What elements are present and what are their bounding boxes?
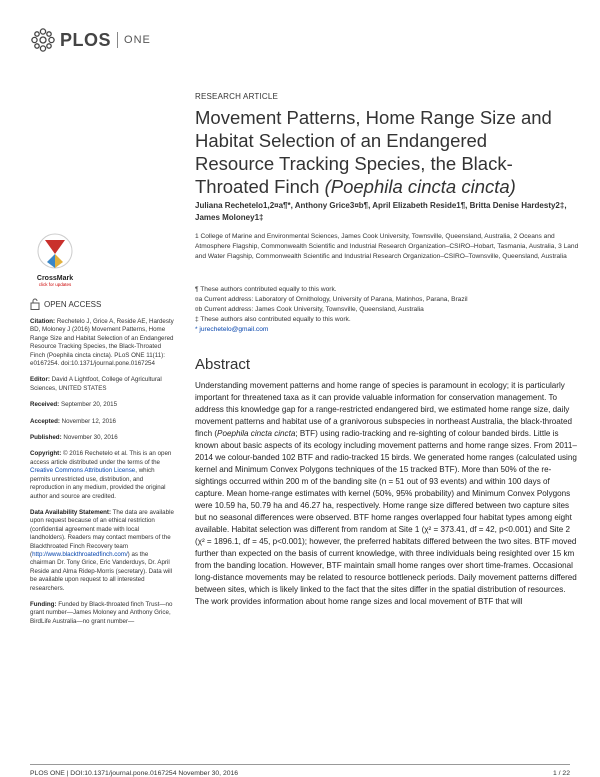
journal-sub: ONE: [124, 34, 151, 46]
article-type: RESEARCH ARTICLE: [195, 92, 279, 101]
citation-text: Rechetelo J, Grice A, Reside AE, Hardesty BD, Moloney J (2016) Movement Patterns, Home Range Size and Habitat Selection of an Endangered Resource Tracking Species, the Black-Throated Finch (Poephila cincta cincta). PLoS ONE 11(11): e0167254. doi:10.1371/journal.pone.0167254: [30, 318, 174, 368]
affiliations: 1 College of Marine and Environmental Sciences, James Cook University, Townsville, Queensland, Australia, 2 Oceans and Atmosphere Flagship, Commonwealth Scientific and Industrial Research Organization–CSIRO–Hobart, Tasmania, Australia, 3 Land and Water Flagship, Commonwealth Scientific and Industrial Research Organization–CSIRO–Townsville, Queensland, Australia: [195, 233, 579, 260]
crossmark-icon: [36, 232, 74, 272]
journal-name: PLOS: [60, 29, 112, 50]
abstract-text-b: ; BTF) using radio-tracking and re-sighting of colour banded birds. Little is known about basic aspects of its ecology including movement patterns and home range sizes. From 2011–2014 we colour-banded 102 BTF and radio-tracked 15 birds. We generated home ranges (calculated using kernel and Minimum Convex Polygons techniques of the 15 tracked BTF). More than 50% of the re-sightings occurred within 200 m of the banding site (n = 51 out of 93 events) and within 100 days of capture. Mean home-range estimates with kernel (50%, 95% probability) and Minimum Convex Polygons were 10.59 ha, 50.79 ha and 46.27 ha, respectively. Home range size differed between two capture sites but no seasonal differences were observed. BTF home ranges overlapped four habitat types among eight available. Habitat selection was different from random at Site 1 (χ² = 373.41, df = 42, p<0.001) and Site 2 (χ² = 1896.1, df = 45, p<0.001); however, the preferred habitats differed between the two sites. BTF moved further than expected on the basis of current knowledge, with three individuals being resighted over 15 km from the banding location. However, BTF maintain small home ranges over short time-frames. Occasional long-distance movements may be related to resource bottleneck periods. Daily movement patterns differed between sites, which is likely linked to the fact that the sites differ in the spatial distribution of resources. The work provides information about home range sizes and local movement of BTF that will: [195, 429, 577, 606]
received-label: Received:: [30, 401, 60, 409]
data-availability-label: Data Availability Statement:: [30, 508, 112, 516]
note-address-b: ¤b Current address: James Cook University, Townsville, Queensland, Australia: [195, 306, 424, 313]
copyright-block: [30, 450, 175, 500]
article-title: [195, 106, 565, 198]
data-availability-text-b: ) as the chairman Dr. Tony Grice, Eric Vanderduys, Dr. April Reside and Alma Ridep-Morris (secretary). Data will be available upon request to all interested researchers.: [30, 550, 173, 592]
funding-text: Funded by Black-throated finch Trust—no grant number—James Moloney and Anthony Grice, BirdLife Australia—no grant number—: [30, 600, 173, 625]
copyright-text-b: , which permits unrestricted use, distribution, and reproduction in any medium, provided the original author and source are credited.: [30, 467, 166, 500]
plos-flower-icon: [30, 27, 56, 53]
abstract-species: Poephila cincta cincta: [217, 429, 296, 438]
crossmark-label: CrossMark: [36, 275, 74, 282]
open-access-label: OPEN ACCESS: [44, 299, 102, 309]
author-notes: [195, 285, 585, 335]
funding-block: [30, 601, 175, 626]
logo-divider: [117, 32, 118, 48]
published-date: November 30, 2016: [63, 434, 118, 442]
abstract-text-a: Understanding movement patterns and home range of species is paramount in ecology; it is particularly important for threatened taxa as it can provide valuable information for conservation management. To address this knowledge gap for a range-restricted endangered bird, we estimated home range size, daily movement patterns and habitat use of a granivorous subspecies in northeast Australia, the black-throated finch (: [195, 381, 573, 438]
open-lock-icon: [30, 298, 40, 310]
accepted-label: Accepted:: [30, 417, 60, 425]
citation-label: Citation:: [30, 318, 56, 325]
received-block: [30, 401, 175, 409]
published-block: [30, 434, 175, 442]
funding-label: Funding:: [30, 600, 57, 608]
license-link[interactable]: Creative Commons Attribution License: [30, 467, 136, 475]
citation-block: [30, 318, 175, 368]
data-availability-text-a: The data are available upon request because of an ethical restriction (confidential agreement made with local landholders). Readers may contact members of the Blackthroated Finch Recovery team (: [30, 508, 174, 558]
accepted-date: November 12, 2016: [61, 417, 117, 425]
editor-block: [30, 376, 175, 393]
abstract-body: [195, 380, 581, 608]
author-list: Juliana Rechetelo1,2¤a¶*, Anthony Grice3¤b¶, April Elizabeth Reside1¶, Britta Denise Hardesty2‡, James Moloney1‡: [195, 201, 567, 222]
editor-label: Editor:: [30, 376, 50, 384]
note-equal: ¶ These authors contributed equally to this work.: [195, 286, 337, 293]
journal-logo: [30, 27, 151, 53]
page-number: 1 / 22: [552, 770, 570, 777]
title-species: (Poephila cincta cincta): [324, 176, 516, 197]
accepted-block: [30, 418, 175, 426]
corresponding-email[interactable]: * jurechetelo@gmail.com: [195, 326, 269, 333]
published-label: Published:: [30, 434, 62, 442]
crossmark-sub: click for updates: [38, 282, 72, 287]
page-footer: [30, 764, 570, 777]
footer-citation: PLOS ONE | DOI:10.1371/journal.pone.0167254 November 30, 2016: [30, 770, 239, 777]
article-metadata: [30, 318, 175, 634]
copyright-text-a: © 2016 Rechetelo et al. This is an open access article distributed under the terms of the: [30, 450, 172, 466]
note-address-a: ¤a Current address: Laboratory of Ornithology, University of Parana, Matinhos, Parana, Brazil: [195, 296, 468, 303]
copyright-label: Copyright:: [30, 450, 62, 458]
crossmark-badge[interactable]: [30, 232, 80, 287]
received-date: September 20, 2015: [60, 401, 118, 409]
recovery-team-link[interactable]: http://www.blackthroatedfinch.com/: [32, 550, 128, 558]
abstract-heading: Abstract: [195, 356, 251, 373]
open-access: [30, 298, 101, 310]
title-main: Movement Patterns, Home Range Size and Habitat Selection of an Endangered Resource Tracking Species, the Black-Throated Finch: [195, 107, 552, 197]
note-also-equal: ‡ These authors also contributed equally to this work.: [195, 316, 351, 323]
editor-text: David A Lightfoot, College of Agricultural Sciences, UNITED STATES: [30, 376, 162, 392]
data-availability-block: [30, 509, 175, 593]
